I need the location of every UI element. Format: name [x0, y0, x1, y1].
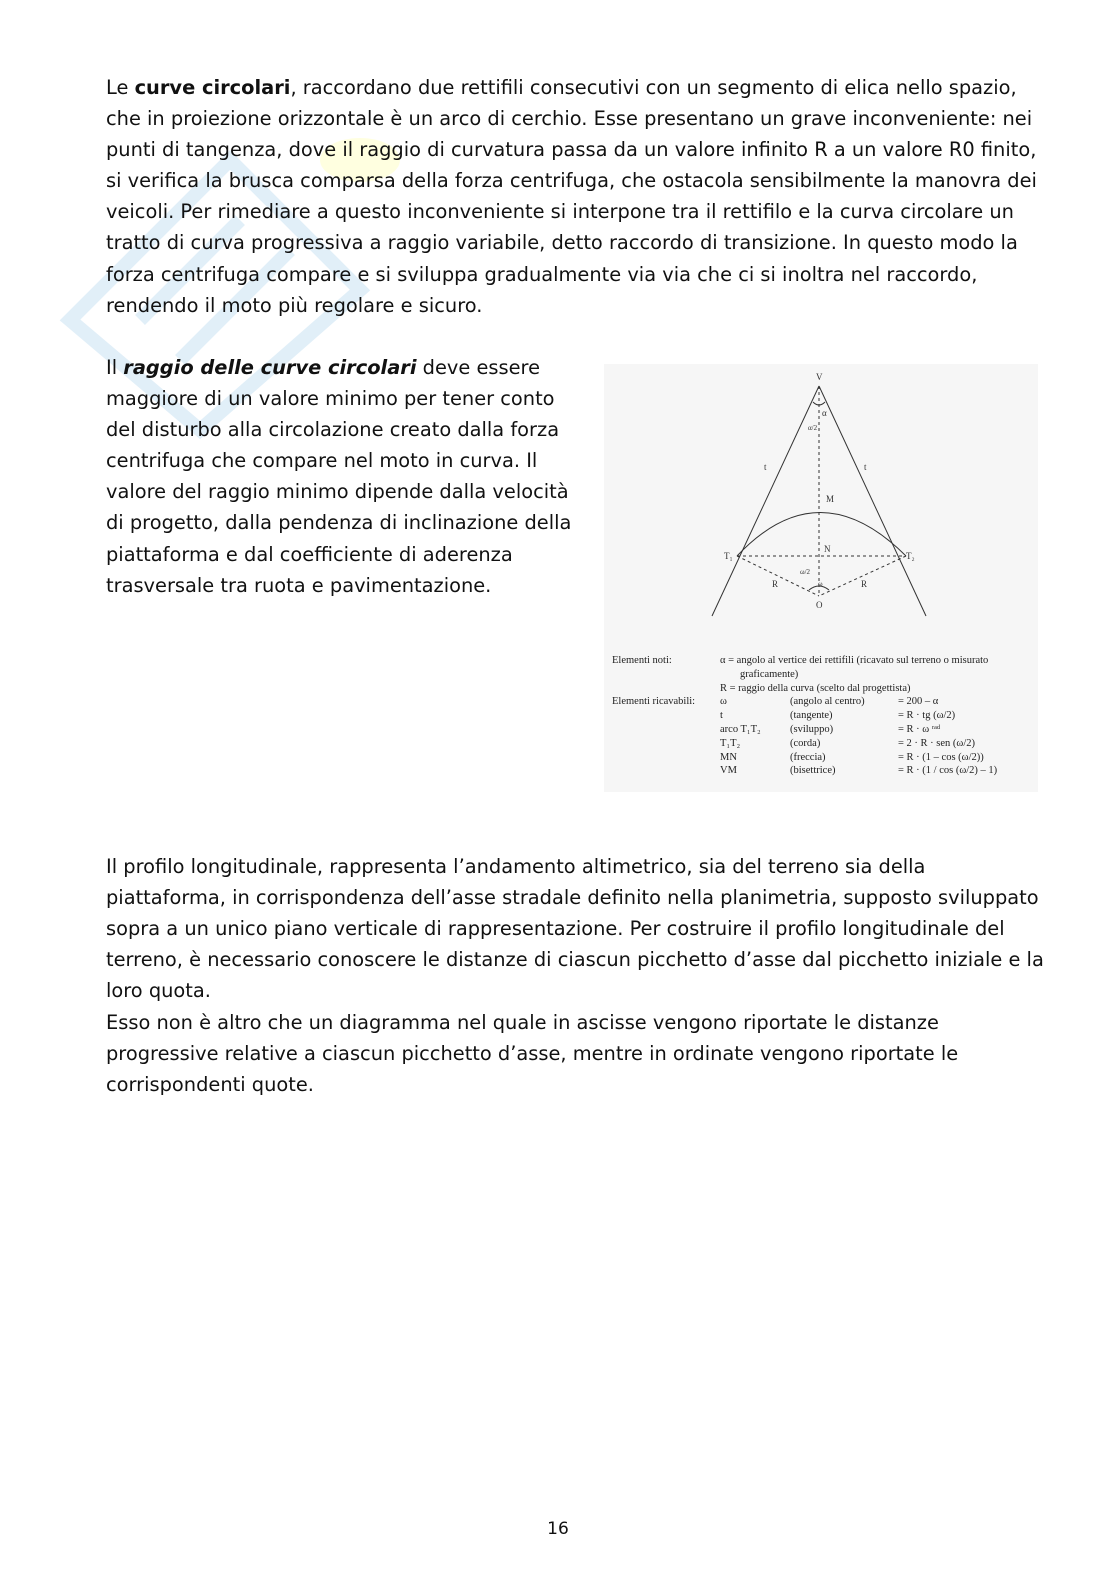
- derived-formula: = 2 · R · sen (ω/2): [898, 737, 975, 749]
- derived-symbol: arco T₁T₂: [720, 723, 761, 735]
- curve-geometry-diagram: [604, 364, 1038, 644]
- paragraph1-lead: Le: [106, 76, 135, 99]
- label-alpha-half: α/2: [808, 424, 818, 432]
- derived-symbol: t: [720, 710, 723, 722]
- derived-symbol: MN: [720, 751, 737, 763]
- known-R: R = raggio della curva (scelto dal progettista): [720, 682, 911, 694]
- label-N: N: [824, 544, 831, 554]
- derived-name: (corda): [790, 737, 821, 749]
- derived-symbol: VM: [720, 765, 737, 777]
- label-omega-half: ω/2: [800, 568, 811, 576]
- paragraph-curve-circolari: [106, 72, 1046, 321]
- paragraph-profilo-longitudinale: Il profilo longitudinale, rappresenta l’andamento altimetrico, sia del terreno sia della piattaforma, in corrispondenza dell’asse stradale definito nella planimetria, supposto sviluppato sopra a un unico piano verticale di rappresentazione. Per costruire il profilo longitudinale del terreno, è necessario conoscere le distanze di ciascun picchetto d’asse dal picchetto iniziale e la loro quota.: [106, 855, 1044, 1003]
- derived-formula: = 200 – α: [898, 696, 939, 708]
- known-label: Elementi noti:: [612, 655, 672, 666]
- paragraph-diagramma: Esso non è altro che un diagramma nel quale in ascisse vengono riportate le distanze progressive relative a ciascun picchetto d’asse, mentre in ordinate vengono riportate le corrispondenti quote.: [106, 1011, 959, 1097]
- derived-symbol: ω: [720, 696, 727, 708]
- label-R-right: R: [861, 579, 868, 589]
- page-number: 16: [547, 1519, 569, 1539]
- label-M: M: [826, 494, 835, 504]
- paragraph-raggio-minimo: [106, 352, 586, 601]
- derived-name: (freccia): [790, 751, 826, 763]
- known-alpha-cont: graficamente): [740, 668, 799, 680]
- term-curve-circolari: curve circolari: [134, 76, 291, 99]
- derived-name: (sviluppo): [790, 723, 834, 735]
- derived-formula: = R · ω ʳᵃᵈ: [898, 723, 941, 735]
- label-t-left: t: [764, 462, 767, 472]
- radius-left: [737, 556, 819, 596]
- label-V: V: [816, 372, 823, 382]
- derived-name: (tangente): [790, 710, 833, 722]
- alpha-angle-arc: [813, 402, 825, 405]
- paragraph2-body: deve essere maggiore di un valore minimo per tener conto del disturbo alla circolazione creato dalla forza centrifuga che compare nel moto in curva. Il valore del raggio minimo dipende dalla velocità di progetto, dalla pendenza di inclinazione della piattaforma e dal coefficiente di aderenza trasversale tra ruota e pavimentazione.: [106, 356, 572, 597]
- label-alpha: α: [822, 408, 827, 418]
- known-alpha: α = angolo al vertice dei rettifili (ricavato sul terreno o misurato: [720, 655, 989, 666]
- paragraph1-body: , raccordano due rettifili consecutivi con un segmento di elica nello spazio, che in proiezione orizzontale è un arco di cerchio. Esse presentano un grave inconveniente: nei punti di tangenza, dove il raggio di curvatura passa da un valore infinito R a un valore R0 finito, si verifica la brusca comparsa della forza centrifuga, che ostacola sensibilmente la manovra dei veicoli. Per rimediare a questo inconveniente si interpone tra il rettifilo e la curva circolare un tratto di curva progressiva a raggio variabile, detto raccordo di transizione. In questo modo la forza centrifuga compare e si sviluppa gradualmente via via che ci si inoltra nel raccordo, rendendo il moto più regolare e sicuro.: [106, 76, 1037, 317]
- derived-label: Elementi ricavabili:: [612, 696, 696, 708]
- label-R-left: R: [772, 579, 779, 589]
- radius-right: [819, 556, 906, 596]
- label-omega: ω: [818, 580, 823, 588]
- label-T2: T₂: [906, 551, 915, 561]
- derived-formula: = R · (1 / cos (ω/2) – 1): [898, 765, 998, 777]
- tangent-line-right: [819, 386, 926, 616]
- derived-formula: = R · (1 – cos (ω/2)): [898, 751, 984, 763]
- label-T1: T₁: [724, 551, 733, 561]
- derived-name: (angolo al centro): [790, 696, 865, 708]
- paragraph2-lead: Il: [106, 356, 124, 379]
- tangent-line-left: [712, 386, 819, 616]
- curve-diagram-figure: [604, 364, 1038, 792]
- label-O: O: [816, 600, 823, 610]
- derived-symbol: T₁T₂: [720, 737, 741, 749]
- term-raggio-curve: raggio delle curve circolari: [123, 356, 417, 379]
- derived-name: (bisettrice): [790, 765, 836, 777]
- derived-formula: = R · tg (ω/2): [898, 710, 956, 722]
- label-t-right: t: [864, 462, 867, 472]
